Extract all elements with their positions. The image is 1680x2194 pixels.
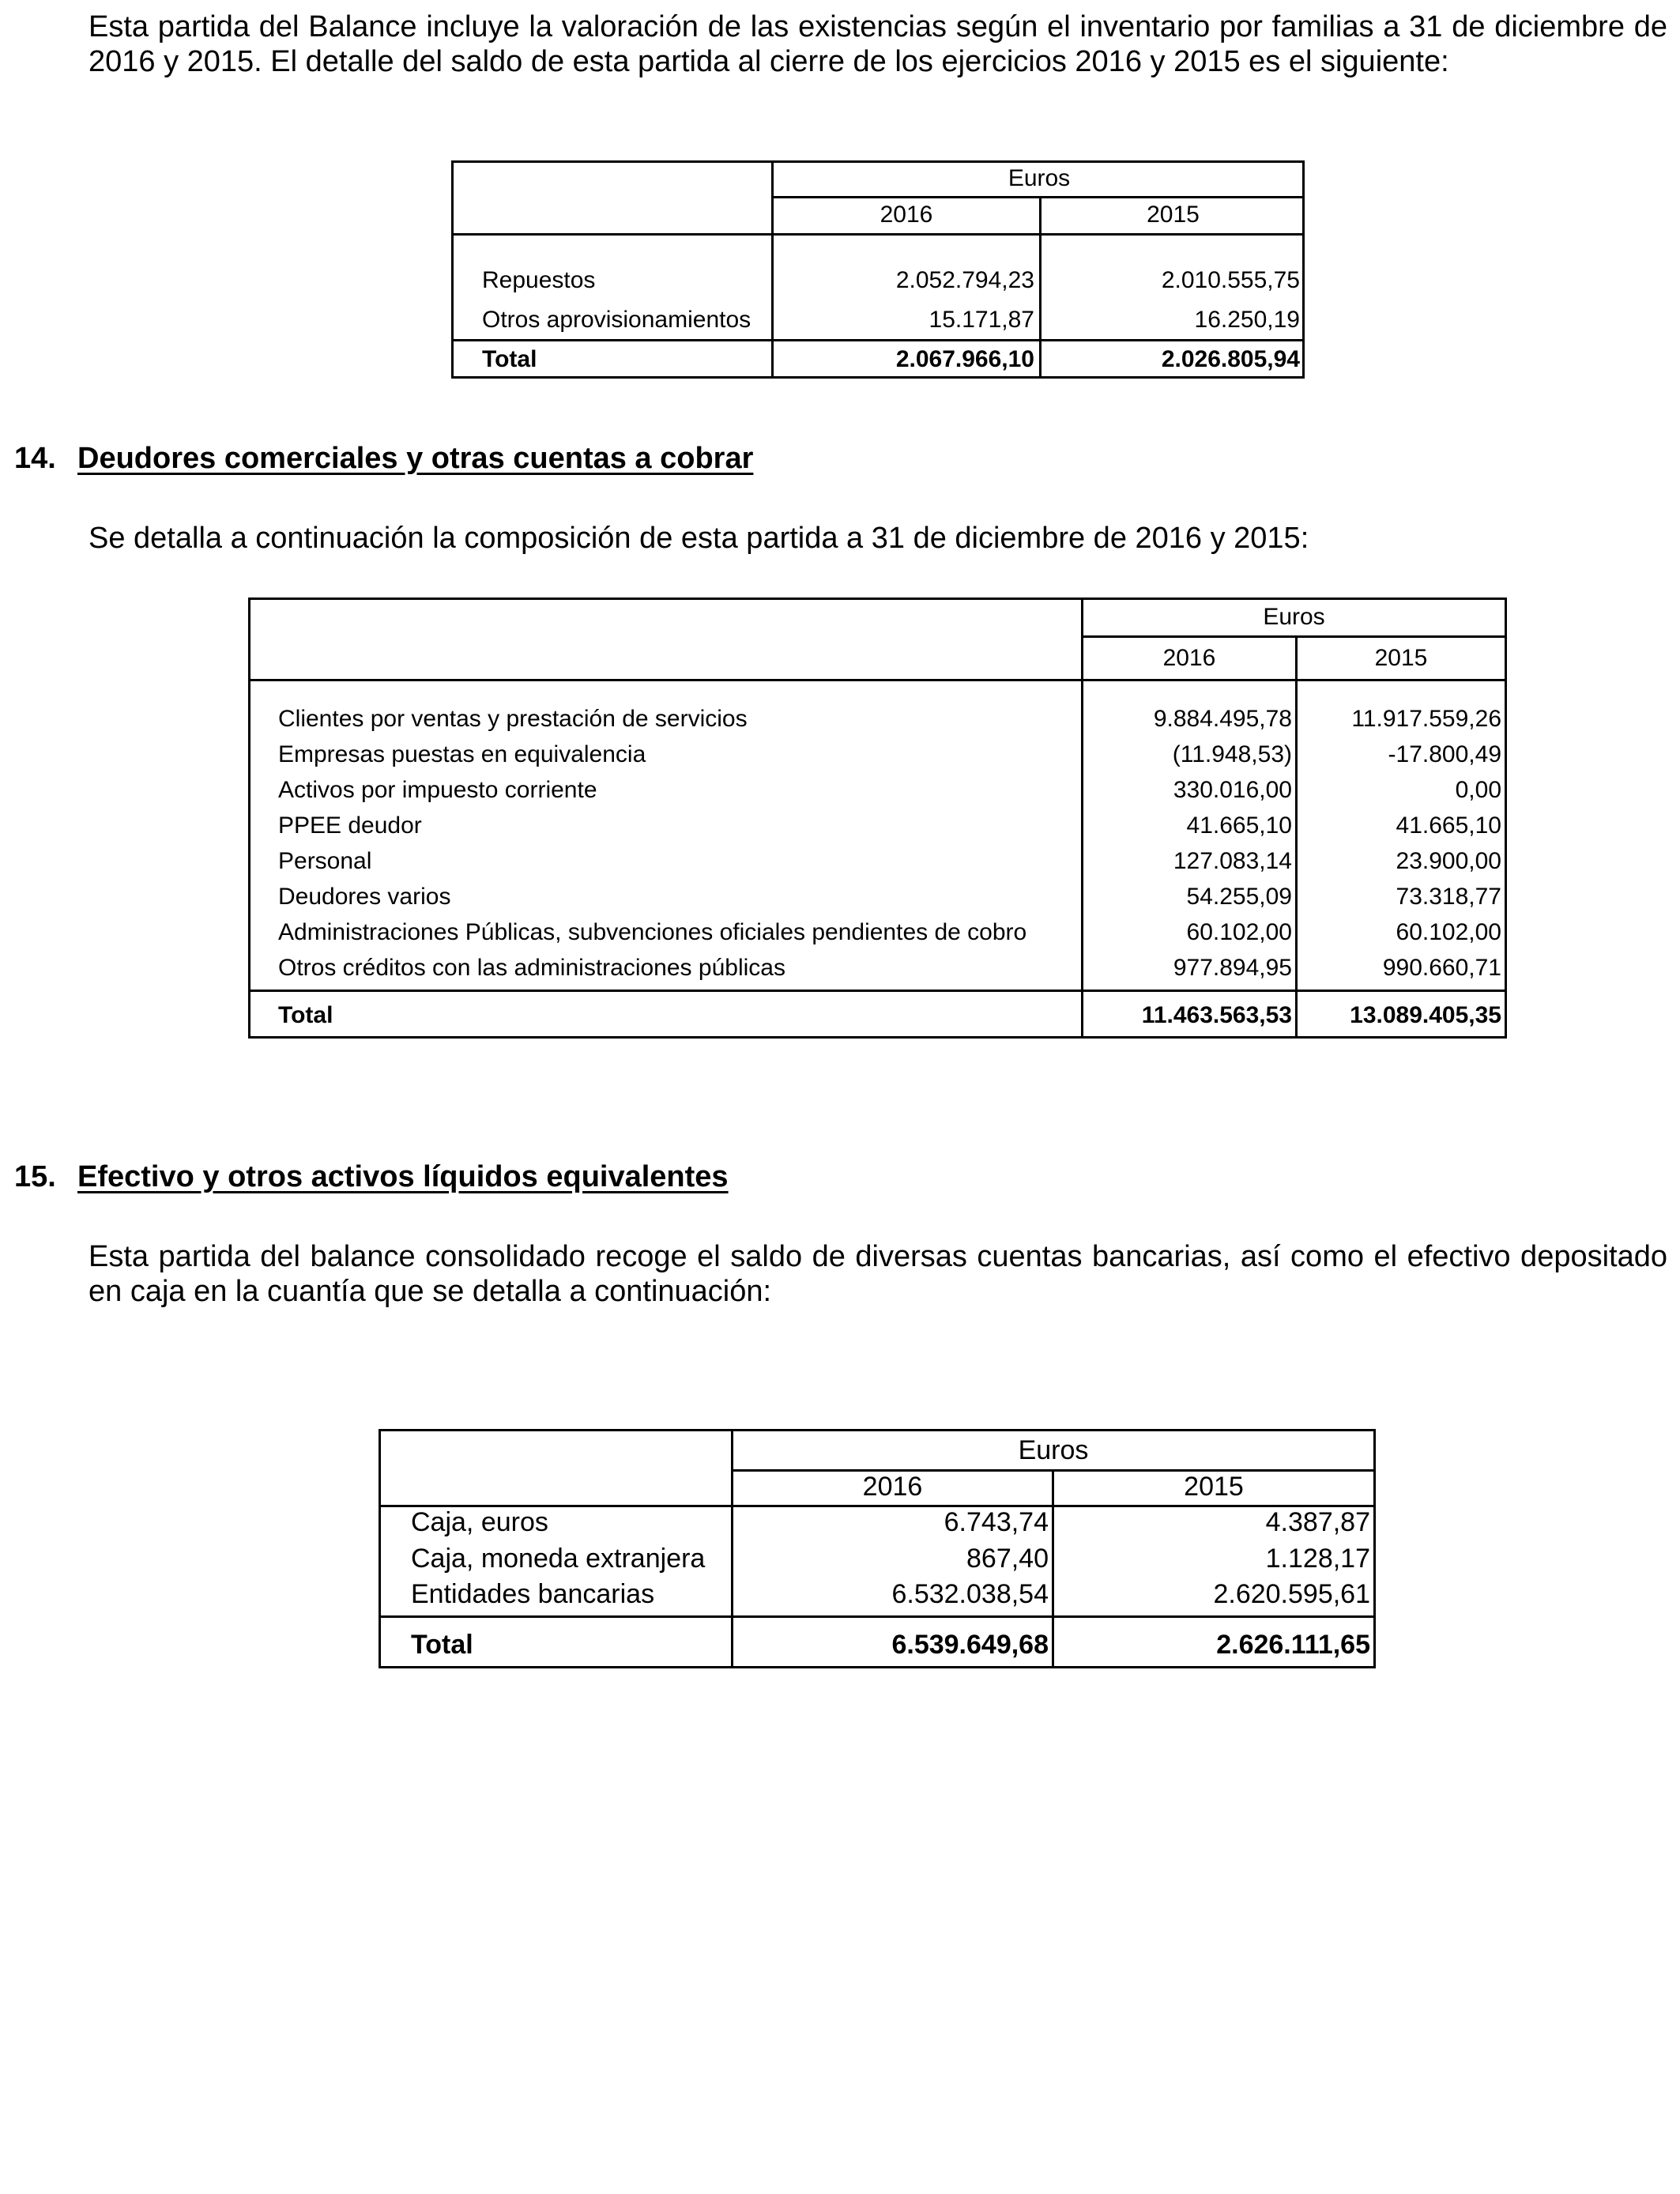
section-number: 14. [14,442,56,475]
row-value-2016: 41.665,10 [1186,812,1292,839]
row-value-2016: 6.743,74 [944,1507,1049,1537]
row-value-2015: 11.917.559,26 [1351,706,1501,732]
total-label: Total [411,1630,473,1660]
row-value-2016: 2.052.794,23 [895,267,1034,293]
section-title: Deudores comerciales y otras cuentas a cobrar [77,442,754,475]
row-label: Caja, moneda extranjera [411,1544,706,1574]
debtors-table [248,598,1507,1039]
row-value-2016: 54.255,09 [1186,884,1292,910]
row-value-2015: -17.800,49 [1388,741,1501,767]
year-header-2016: 2016 [862,1472,923,1502]
total-value-2015: 2.026.805,94 [1161,346,1300,372]
row-value-2016: 60.102,00 [1186,919,1292,945]
row-value-2015: 4.387,87 [1265,1507,1370,1537]
row-value-2016: 330.016,00 [1173,777,1292,803]
row-value-2016: 127.083,14 [1173,848,1292,874]
row-value-2015: 990.660,71 [1382,955,1501,981]
row-value-2015: 2.620.595,61 [1213,1579,1370,1609]
row-label: Activos por impuesto corriente [278,777,597,803]
year-header-2015: 2015 [1184,1472,1244,1502]
section-14-paragraph: Se detalla a continuación la composición de esta partida a 31 de diciembre de 2016 y 2015: [89,522,1309,555]
row-label: Clientes por ventas y prestación de servicios [278,706,748,732]
row-value-2015: 1.128,17 [1265,1544,1370,1574]
total-label: Total [278,1002,333,1028]
total-value-2015: 2.626.111,65 [1216,1630,1370,1660]
row-value-2015: 23.900,00 [1396,848,1501,874]
unit-header: Euros [1008,165,1071,191]
unit-header: Euros [1018,1435,1089,1465]
total-value-2015: 13.089.405,35 [1350,1002,1501,1028]
row-label: Otros aprovisionamientos [482,307,751,333]
row-value-2015: 60.102,00 [1396,919,1501,945]
row-value-2016: 6.532.038,54 [891,1579,1049,1609]
year-header-2016: 2016 [880,202,933,228]
row-label: Otros créditos con las administraciones públicas [278,955,785,981]
row-value-2015: 41.665,10 [1396,812,1501,839]
total-value-2016: 2.067.966,10 [895,346,1034,372]
section-15-paragraph: Esta partida del balance consolidado recoge el saldo de diversas cuentas bancarias, así como el efectivo depositado en caja en la cuantía que se detalla a continuación: [89,1240,1667,1308]
total-value-2016: 6.539.649,68 [891,1630,1049,1660]
row-value-2016: (11.948,53) [1172,741,1292,767]
row-value-2016: 15.171,87 [929,307,1034,333]
row-label: Personal [278,848,372,874]
row-value-2015: 73.318,77 [1396,884,1501,910]
section-15-heading [14,1159,729,1194]
row-value-2016: 9.884.495,78 [1153,706,1292,732]
row-value-2016: 867,40 [966,1544,1049,1574]
row-label: Empresas puestas en equivalencia [278,741,646,767]
section-14-heading [14,441,753,476]
row-label: PPEE deudor [278,812,422,839]
row-value-2015: 16.250,19 [1194,307,1300,333]
year-header-2016: 2016 [1162,645,1216,671]
row-label: Caja, euros [411,1507,548,1537]
inventory-table [451,160,1305,379]
section-number: 15. [14,1160,56,1193]
row-label: Deudores varios [278,884,451,910]
row-label: Administraciones Públicas, subvenciones oficiales pendientes de cobro [278,919,1027,945]
row-value-2015: 0,00 [1455,777,1501,803]
row-label: Repuestos [482,267,596,293]
intro-paragraph: Esta partida del Balance incluye la valoración de las existencias según el inventario por familias a 31 de diciembre de 2016 y 2015. El detalle del saldo de esta partida al cierre de los ejercicios 2016 y 2015 es el siguiente: [89,10,1667,78]
year-header-2015: 2015 [1374,645,1428,671]
unit-header: Euros [1263,604,1325,630]
row-value-2016: 977.894,95 [1173,955,1292,981]
section-title: Efectivo y otros activos líquidos equivalentes [77,1160,729,1193]
row-label: Entidades bancarias [411,1579,655,1609]
row-value-2015: 2.010.555,75 [1161,267,1300,293]
total-label: Total [482,346,537,372]
cash-table [379,1429,1376,1668]
year-header-2015: 2015 [1147,202,1200,228]
total-value-2016: 11.463.563,53 [1141,1002,1292,1028]
